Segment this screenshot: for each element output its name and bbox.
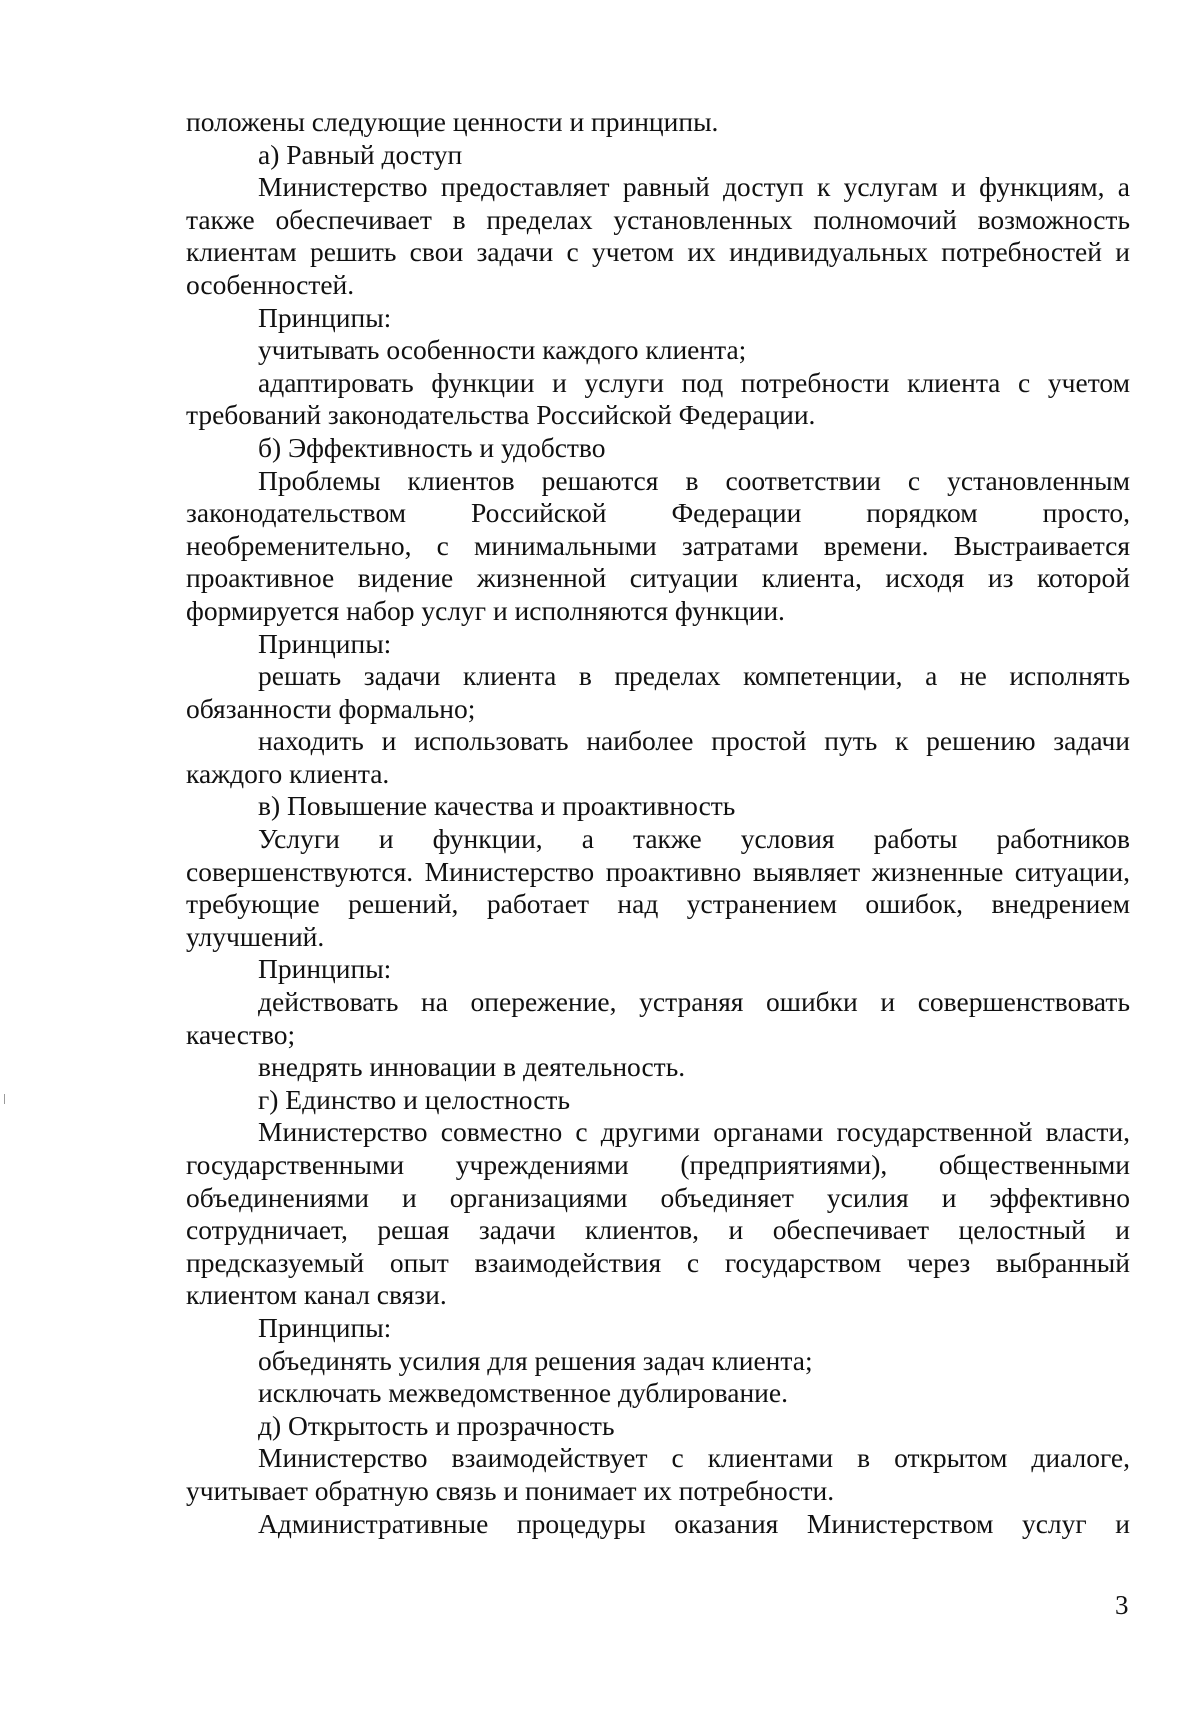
text-line: решать задачи клиента в пределах компетенции, а не исполнять [258, 660, 1130, 692]
text-line: адаптировать функции и услуги под потребности клиента с учетом [258, 366, 1130, 398]
text-line: качество; [186, 1018, 296, 1050]
text-line: предсказуемый опыт взаимодействия с государством через выбранный [186, 1246, 1130, 1278]
text-line: законодательством Российской Федерации порядком просто, [186, 497, 1130, 529]
text-line: положены следующие ценности и принципы. [186, 106, 719, 137]
section-heading: б) Эффективность и удобство [258, 431, 606, 463]
document-body [186, 106, 1130, 1540]
text-line: Услуги и функции, а также условия работы работников [258, 823, 1130, 855]
text-line: объединениями и организациями объединяет усилия и эффективно [186, 1181, 1130, 1213]
text-line: каждого клиента. [186, 757, 390, 789]
text-line: необременительно, с минимальными затратами времени. Выстраивается [186, 529, 1130, 561]
text-line: исключать межведомственное дублирование. [258, 1377, 788, 1409]
text-line: находить и использовать наиболее простой путь к решению задачи [258, 725, 1130, 757]
text-line: требований законодательства Российской Федерации. [186, 399, 816, 431]
section-heading: д) Открытость и прозрачность [258, 1409, 615, 1441]
scan-margin-mark [4, 1094, 5, 1104]
text-line: формируется набор услуг и исполняются функции. [186, 594, 785, 626]
text-line: учитывать особенности каждого клиента; [258, 334, 747, 366]
text-line: Министерство совместно с другими органами государственной власти, [258, 1116, 1130, 1148]
text-line: сотрудничает, решая задачи клиентов, и обеспечивает целостный и [186, 1214, 1130, 1246]
text-line: улучшений. [186, 920, 325, 952]
principles-label: Принципы: [258, 627, 392, 659]
text-line: особенностей. [186, 268, 355, 300]
section-heading: г) Единство и целостность [258, 1083, 570, 1115]
text-line: действовать на опережение, устраняя ошибки и совершенствовать [258, 986, 1130, 1018]
text-line: Административные процедуры оказания Министерством услуг и [258, 1507, 1130, 1539]
text-line: проактивное видение жизненной ситуации клиента, исходя из которой [186, 562, 1130, 594]
principles-label: Принципы: [258, 301, 392, 333]
principles-label: Принципы: [258, 1311, 392, 1343]
text-line: также обеспечивает в пределах установленных полномочий возможность [186, 203, 1130, 235]
text-line: объединять усилия для решения задач клиента; [258, 1344, 813, 1376]
text-line: внедрять инновации в деятельность. [258, 1051, 686, 1083]
text-line: Проблемы клиентов решаются в соответствии с установленным [258, 464, 1130, 496]
text-line: Министерство предоставляет равный доступ к услугам и функциям, а [258, 171, 1130, 203]
text-line: совершенствуются. Министерство проактивно выявляет жизненные ситуации, [186, 855, 1130, 887]
section-heading: а) Равный доступ [258, 138, 463, 170]
text-line: Министерство взаимодействует с клиентами в открытом диалоге, [258, 1442, 1130, 1474]
text-line: клиентам решить свои задачи с учетом их индивидуальных потребностей и [186, 236, 1130, 268]
text-line: государственными учреждениями (предприятиями), общественными [186, 1149, 1130, 1180]
text-line: учитывает обратную связь и понимает их потребности. [186, 1474, 835, 1506]
page-number: 3 [1115, 1590, 1129, 1620]
text-line: клиентом канал связи. [186, 1279, 447, 1311]
section-heading: в) Повышение качества и проактивность [258, 790, 736, 822]
text-line: требующие решений, работает над устранением ошибок, внедрением [186, 888, 1130, 920]
text-line: обязанности формально; [186, 692, 476, 724]
principles-label: Принципы: [258, 953, 392, 985]
